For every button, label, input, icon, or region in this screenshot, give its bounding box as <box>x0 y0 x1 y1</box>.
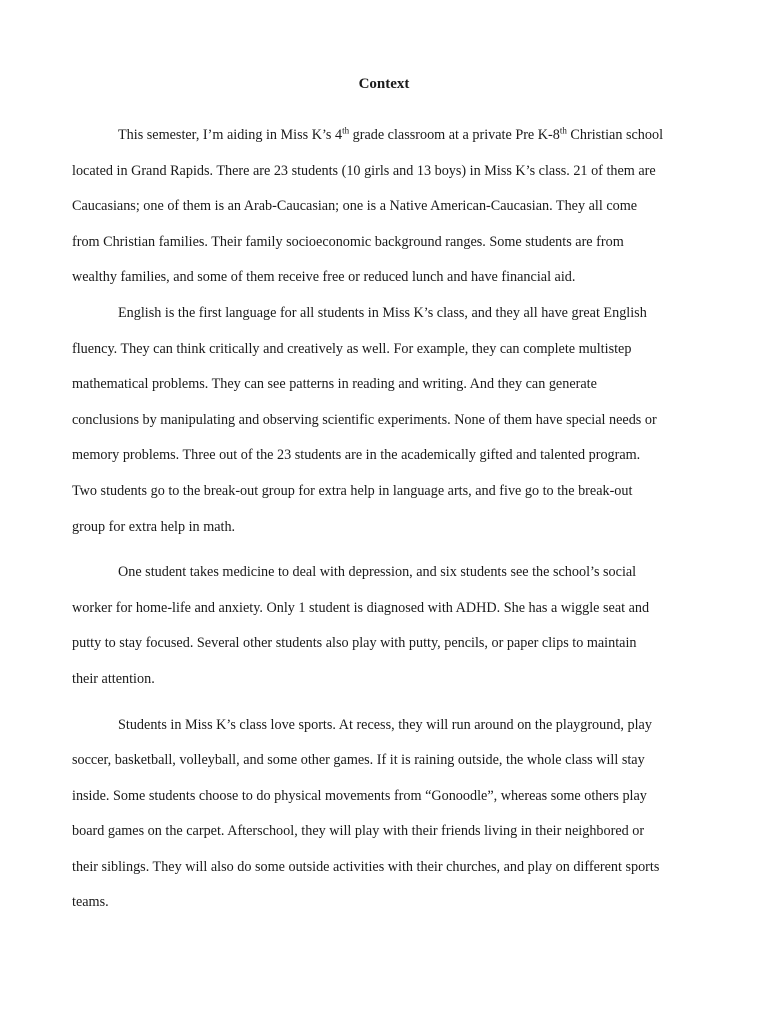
paragraph-2 <box>72 296 704 545</box>
paragraph-line: fluency. They can think critically and creatively as well. For example, they can complete multistep <box>72 340 632 357</box>
paragraph-line: Caucasians; one of them is an Arab-Caucasian; one is a Native American-Caucasian. They all come <box>72 198 638 215</box>
superscript: th <box>559 125 567 136</box>
paragraph-line: their attention. <box>72 670 155 687</box>
paragraph-line: their siblings. They will also do some outside activities with their churches, and play on different sports <box>72 858 660 875</box>
paragraph-4 <box>72 708 704 922</box>
paragraph-line: worker for home-life and anxiety. Only 1 student is diagnosed with ADHD. She has a wiggle seat and <box>72 599 650 616</box>
paragraph-line: teams. <box>72 894 109 911</box>
paragraph-line: mathematical problems. They can see patterns in reading and writing. And they can generate <box>72 376 597 393</box>
paragraph-3 <box>72 555 704 697</box>
paragraph-line: One student takes medicine to deal with depression, and six students see the school’s social <box>118 564 637 581</box>
paragraph-line: Students in Miss K’s class love sports. At recess, they will run around on the playground, play <box>118 716 652 733</box>
paragraph-line: group for extra help in math. <box>72 518 236 535</box>
paragraph-1 <box>72 118 704 296</box>
paragraph-line: located in Grand Rapids. There are 23 students (10 girls and 13 boys) in Miss K’s class. 21 of them are <box>72 162 656 179</box>
paragraph-line: English is the first language for all students in Miss K’s class, and they all have great English <box>118 304 647 321</box>
paragraph-line: Two students go to the break-out group for extra help in language arts, and five go to the break-out <box>72 482 633 499</box>
paragraph-line: conclusions by manipulating and observing scientific experiments. None of them have special needs or <box>72 411 657 428</box>
paragraph-line: wealthy families, and some of them receive free or reduced lunch and have financial aid. <box>72 269 576 286</box>
page-title: Context <box>358 76 410 92</box>
paragraph-line: putty to stay focused. Several other students also play with putty, pencils, or paper clips to maintain <box>72 635 637 652</box>
paragraph-line: memory problems. Three out of the 23 students are in the academically gifted and talented program. <box>72 447 641 464</box>
paragraph-line: This semester, I’m aiding in Miss K’s 4th grade classroom at a private Pre K-8th Christian school <box>118 125 664 143</box>
superscript: th <box>342 125 350 136</box>
paragraph-line: from Christian families. Their family socioeconomic background ranges. Some students are from <box>72 233 624 250</box>
paragraph-line: board games on the carpet. Afterschool, they will play with their friends living in their neighbored or <box>72 823 645 840</box>
paragraph-line: soccer, basketball, volleyball, and some other games. If it is raining outside, the whole class will stay <box>72 752 645 769</box>
paragraph-line: inside. Some students choose to do physical movements from “Gonoodle”, whereas some others play <box>72 787 647 804</box>
document-body <box>72 118 704 921</box>
